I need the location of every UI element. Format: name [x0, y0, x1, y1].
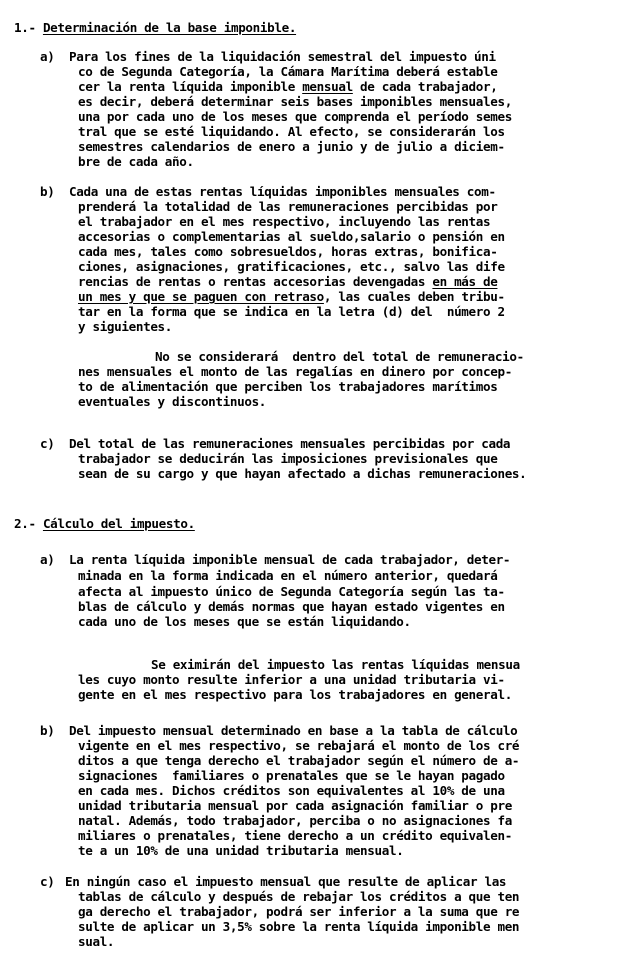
text-line: tral que se esté liquidando. Al efecto, se considerarán los — [78, 124, 505, 139]
text-line: sean de su cargo y que hayan afectado a dichas remuneraciones. — [78, 466, 527, 481]
item-marker: a) — [40, 552, 55, 567]
section-number: 1.- — [14, 20, 36, 35]
text-line: ga derecho el trabajador, podrá ser inferior a la suma que re — [78, 904, 520, 919]
section-2-heading — [14, 517, 195, 531]
text-line: minada en la forma indicada en el número anterior, quedará — [78, 568, 498, 583]
text-line: prenderá la totalidad de las remuneraciones percibidas por — [78, 199, 498, 214]
text-line: en cada mes. Dichos créditos son equivalentes al 10% de una — [78, 783, 505, 798]
item-marker: c) — [40, 874, 55, 889]
text-line: una por cada uno de los meses que comprenda el período semes — [78, 109, 512, 124]
text-line: unidad tributaria mensual por cada asignación familiar o pre — [78, 798, 512, 813]
text-line: te a un 10% de una unidad tributaria mensual. — [78, 843, 404, 858]
item-marker: b) — [40, 723, 55, 738]
note-line: nes mensuales el monto de las regalías en dinero por concep- — [78, 364, 512, 379]
item-marker: b) — [40, 184, 55, 199]
note-line: to de alimentación que perciben los trabajadores marítimos — [78, 379, 498, 394]
underlined-phrase: un mes y que se paguen con retraso — [78, 289, 324, 304]
note-line: gente en el mes respectivo para los trabajadores en general. — [78, 687, 512, 702]
text-line: ditos a que tenga derecho el trabajador según el número de a- — [78, 753, 520, 768]
text-line: blas de cálculo y demás normas que hayan estado vigentes en — [78, 599, 505, 614]
text-line: sual. — [78, 934, 115, 949]
note-line: No se considerará dentro del total de remuneracio- — [155, 349, 524, 364]
text-line: tar en la forma que se indica en la letra (d) del número 2 — [78, 304, 505, 319]
section-number: 2.- — [14, 516, 36, 531]
text-line: natal. Además, todo trabajador, perciba o no asignaciones fa — [78, 813, 512, 828]
text-line: Para los fines de la liquidación semestral del impuesto úni — [69, 49, 496, 64]
item-marker: c) — [40, 436, 55, 451]
text-line: el trabajador en el mes respectivo, incluyendo las rentas — [78, 214, 491, 229]
text-line: signaciones familiares o prenatales que se le hayan pagado — [78, 768, 505, 783]
note-line: Se eximirán del impuesto las rentas líquidas mensua — [151, 657, 520, 672]
text-line: Del total de las remuneraciones mensuales percibidas por cada — [69, 436, 511, 451]
section-1-heading — [14, 21, 296, 35]
text-line: afecta al impuesto único de Segunda Categoría según las ta- — [78, 584, 505, 599]
text-line: En ningún caso el impuesto mensual que resulte de aplicar las — [65, 874, 507, 889]
text-line: trabajador se deducirán las imposiciones previsionales que — [78, 451, 498, 466]
text-line: Del impuesto mensual determinado en base a la tabla de cálculo — [69, 723, 518, 738]
section-title: Determinación de la base imponible. — [42, 20, 297, 35]
text-line: y siguientes. — [78, 319, 173, 334]
text-line: rencias de rentas o rentas accesorias devengadas en más de — [78, 274, 498, 289]
text-line: miliares o prenatales, tiene derecho a un crédito equivalen- — [78, 828, 512, 843]
text-line: semestres calendarios de enero a junio y de julio a diciem- — [78, 139, 505, 154]
text-line: Cada una de estas rentas líquidas imponibles mensuales com- — [69, 184, 496, 199]
text-line: tablas de cálculo y después de rebajar los créditos a que ten — [78, 889, 520, 904]
note-line: eventuales y discontinuos. — [78, 394, 267, 409]
text-line: sulte de aplicar un 3,5% sobre la renta líquida imponible men — [78, 919, 520, 934]
section-title: Cálculo del impuesto. — [42, 516, 195, 531]
note-line: les cuyo monto resulte inferior a una unidad tributaria vi- — [78, 672, 505, 687]
underlined-word: mensual — [302, 79, 353, 94]
text-line: es decir, deberá determinar seis bases imponibles mensuales, — [78, 94, 512, 109]
underlined-phrase: en más de — [432, 274, 498, 289]
text-line: ciones, asignaciones, gratificaciones, etc., salvo las dife — [78, 259, 505, 274]
text-line: vigente en el mes respectivo, se rebajará el monto de los cré — [78, 738, 520, 753]
text-line: co de Segunda Categoría, la Cámara Marítima deberá estable — [78, 64, 498, 79]
text-line: accesorias o complementarias al sueldo,salario o pensión en — [78, 229, 505, 244]
text-line: cer la renta líquida imponible mensual de cada trabajador, — [78, 79, 498, 94]
text-line: un mes y que se paguen con retraso, las cuales deben tribu- — [78, 289, 505, 304]
text-line: cada mes, tales como sobresueldos, horas extras, bonifica- — [78, 244, 498, 259]
text-line: La renta líquida imponible mensual de cada trabajador, deter- — [69, 552, 511, 567]
item-marker: a) — [40, 49, 55, 64]
text-line: cada uno de los meses que se están liquidando. — [78, 614, 411, 629]
text-line: bre de cada año. — [78, 154, 194, 169]
